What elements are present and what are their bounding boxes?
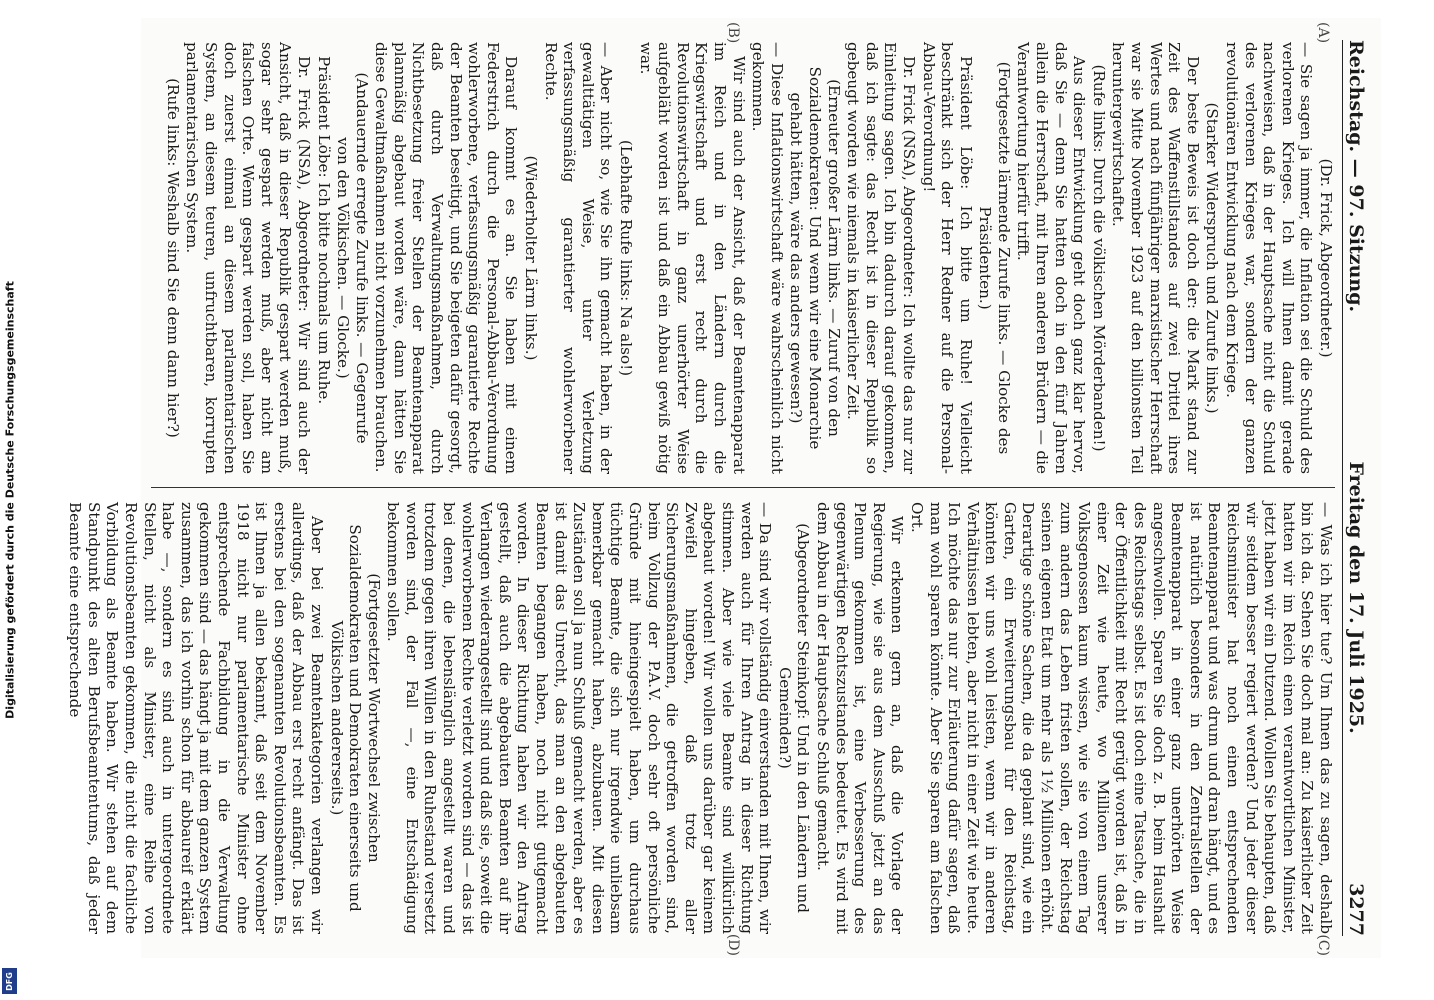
right-paragraph: — Was ich hier tue? Um Ihnen das zu sagen, deshalb bin ich da. Sehen Sie doch mal an: Zu kaiserlicher Zeit hatten wir im Reich einen verantwortlichen Minister, jetzt haben wir ein Dutzend. Wollen Sie behaupten, daß wir seitdem besser regiert werden? Und jeder dieser Reichsminister hat noch einen entsprechenden Beamtenapparat und was drum und dran hängt, und es ist natürlich besonders in den Zentralstellen der Beamtenapparat in einer ganz unerhörten Weise angeschwollen. Sparen Sie doch z. B. beim Haushalt des Reichstags selbst. Es ist doch eine Tatsache, die in der Öffentlichkeit mit Recht gerügt worden ist, daß in einer Zeit wie heute, wo Millionen unserer Volksgenossen kaum wissen, wie sie von einem Tag zum andern das Leben fristen sollen, der Reichstag seinen eigenen Etat um mehr als 1½ Millionen erhöht. Derartige schöne Sachen, die da geplant sind, wie ein Garten, ein Erweiterungsbau für den Reichstag, könnten wir uns wohl leisten, wenn wir in anderen Verhältnissen lebten, aber nicht in einer Zeit wie heute. Ich möchte das nur zur Erläuterung dafür sagen, daß man wohl sparen könnte. Aber Sie sparen am falschen Ort.: [907, 502, 1335, 934]
right-interjection: (Abgeordneter Steinkopf: Und in den Ländern und Gemeinden?): [775, 523, 813, 913]
left-paragraph: Der beste Beweis ist doch der: die Mark stand zur Zeit des Waffenstillstandes auf zwei Drittel ihres Wertes und nach fünfjähriger marxistischer Herrschaft war sie Mitte November 1923 auf den billionsten Teil heruntergewirtschaftet.: [1109, 42, 1202, 474]
left-paragraph: Dr. Frick (NSA), Abgeordneter: Wir sind auch der Ansicht, daß in dieser Republik gespart werden muß, sogar sehr gespart werden muß, aber nicht am falschen Orte. Wenn gespart werden soll, haben Sie doch zuerst einmal an diesem parlamentarischen System, an diesem teuren, unfruchtbaren, korrupten parlamentarischen System.: [183, 42, 313, 474]
left-paragraph: — Diese Inflationswirtschaft wäre wahrscheinlich nicht gekommen.: [749, 42, 786, 474]
right-paragraph: Aber bei zwei Beamtenkategorien verlangen wir allerdings, daß der Abbau erst recht anfängt. Das ist erstens bei den sogenannten Revolutionsbeamten. Es ist Ihnen ja allen bekannt, daß seit dem November 1918 nicht nur parlamentarische Minister ohne entsprechende Fachbildung in die Verwaltung gekommen sind — das hängt ja mit dem ganzen System zusammen, das ich vorhin schon für abbaureif erklärt habe —, sondern es sind auch in untergeordnete Stellen, nicht als Minister, eine Reihe von Revolutionsbeamten gekommen, die nicht die fachliche Vorbildung als Beamte haben. Wir stehen auf dem Standpunkt des alten Berufsbeamtentums, daß jeder Beamte eine entsprechende: [66, 502, 326, 934]
right-interjection: (Fortgesetzter Wortwechsel zwischen Sozialdemokraten und Demokraten einerseits und Völkischen andererseits.): [327, 524, 383, 912]
left-paragraph: — Aber nicht so, wie Sie ihn gemacht haben, in der gewalttätigen Weise, unter Verletzung verfassungsmäßig garantierter wohlerworbener Rechte.: [541, 42, 616, 474]
left-paragraph: Präsident Löbe: Ich bitte um Ruhe! Vielleicht beschränkt sich der Herr Redner auf die Personal-Abbau-Verordnung!: [919, 42, 975, 474]
rotated-page-content: [66, 18, 1381, 958]
header-date: Freitag den 17. Juli 1925.: [1345, 461, 1367, 734]
margin-mark-a: (A): [1315, 22, 1331, 44]
right-column: [66, 502, 1335, 934]
digitization-credit: [0, 0, 20, 1000]
margin-mark-b: (B): [725, 22, 741, 44]
left-interjection: (Rufe links: Weshalb sind Sie denn dann hier?): [163, 78, 182, 438]
left-paragraph: Wir sind auch der Ansicht, daß der Beamtenapparat im Reich und in den Ländern durch die Kriegswirtschaft und erst recht durch die Revolutionswirtschaft in ganz unerhörter Weise aufgebläht worden ist und daß ein Abbau gewiß nötig war.: [636, 42, 748, 474]
left-interjection: (Rufe links: Durch die völkischen Mörderbanden!): [1089, 64, 1108, 452]
right-paragraph: — Da sind wir vollständig einverstanden mit Ihnen, wir werden auch für Ihren Antrag in dieser Richtung stimmen. Aber wie viele Beamte sind willkürlich abgebaut worden! Wir wollen uns darüber gar keinem Zweifel hingeben, daß trotz aller Sicherungsmaßnahmen, die getroffen worden sind, beim Vollzug der P.A.V. doch sehr oft persönliche Gründe mit hineingespielt haben, um durchaus tüchtige Beamte, die sich nur irgendwie unliebsam bemerkbar gemacht haben, abzubauen. Mit diesen Zuständen soll ja nun Schluß gemacht werden, aber es ist damit das Unrecht, das man an den abgebauten Beamten begangen haben, noch nicht gutgemacht worden. In dieser Richtung haben wir den Antrag gestellt, daß auch die abgebauten Beamten auf ihr Verlangen wiederangestellt sind und daß sie, soweit die wohlerworbenen Rechte verletzt worden sind — das ist bei denen, die lebenslänglich angestellt waren und trotzdem gegen ihren Willen in den Ruhestand versetzt worden sind, der Fall —, eine Entschädigung bekommen sollen.: [384, 502, 775, 934]
left-interjection: (Dr. Frick, Abgeordneter.): [1317, 158, 1335, 358]
left-interjection: (Lebhafte Rufe links: Na also!): [617, 139, 636, 377]
page-header: [1342, 40, 1375, 936]
left-paragraph: Darauf kommt es an. Sie haben mit einem Federstrich durch die Personal-Abbau-Verordnung wohlerworbene, verfassungsmäßig garantierte Rechte der Beamten beseitigt, und Sie beigeten dafür gesorgt, daß durch Verwaltungsmaßnahmen, durch Nichtbesetzung freier Stellen der Beamtenapparat planmäßig abgebaut worden wäre, dann hätten Sie diese Gewaltmaßnahmen nicht vorzunehmen brauchen.: [372, 42, 521, 474]
left-paragraph: Aus dieser Entwicklung geht doch ganz klar hervor, daß Sie — denn Sie hatten doch in den fünf Jahren allein die Herrschaft, mit Ihren anderen Brüdern — die Verantwortung hierfür trifft.: [1014, 42, 1089, 474]
left-interjection: (Erneuter großer Lärm links. — Zuruf von den Sozialdemokraten: Und wenn wir eine Monarchie gehabt hätten, wäre das anders gewesen?): [787, 66, 843, 450]
left-interjection: (Andauernde erregte Zurufe links. — Gegenrufe von den Völkischen. — Glocke.): [334, 72, 371, 444]
right-paragraph: Wir erkennen gern an, daß die Vorlage der Regierung, wie sie aus dem Ausschuß jetzt an das Plenum gekommen ist, eine Verbesserung des gegenwärtigen Rechtszustandes bedeutet. Es wird mit dem Abbau in der Hauptsache Schluß gemacht.: [813, 502, 907, 934]
margin-mark-d: (D): [725, 933, 741, 956]
left-column: [151, 42, 1335, 474]
left-interjection: (Fortgesetzte lärmende Zurufe links. — Glocke des Präsidenten.): [976, 61, 1013, 455]
dfg-logo: DFG: [2, 968, 17, 994]
left-paragraph: — Sie sagen ja immer, die Inflation sei die Schuld des verlorenen Krieges. Ich will Ihnen damit gerade nachweisen, daß in der Hauptsache nicht die Schuld des verlorenen Krieges war, sondern der ganzen revolutionären Entwicklung nach dem Kriege.: [1223, 42, 1316, 474]
margin-mark-c: (C): [1315, 934, 1331, 956]
newspaper-page: [66, 18, 1426, 958]
header-left: Reichstag. — 97. Sitzung.: [1345, 40, 1367, 313]
left-interjection: (Wiederholter Lärm links.): [522, 155, 541, 361]
column-divider: [151, 487, 1335, 488]
page-number: 3277: [1345, 883, 1367, 936]
left-paragraph: Dr. Frick (NSA), Abgeordneter: Ich wollte das nur zur Einleitung sagen. Ich bin dadurch darauf gekommen, daß ich sagte: das Recht ist in dieser Republik so gebeugt worden wie niemals in kaiserlicher Zeit.: [844, 42, 918, 474]
left-interjection: (Starker Widerspruch und Zurufe links.): [1203, 102, 1222, 414]
credit-text: Digitalisierung gefördert durch die Deutsche Forschungsgemeinschaft: [3, 281, 17, 719]
left-paragraph: Präsident Löbe: Ich bitte nochmals um Ruhe.: [314, 56, 333, 405]
